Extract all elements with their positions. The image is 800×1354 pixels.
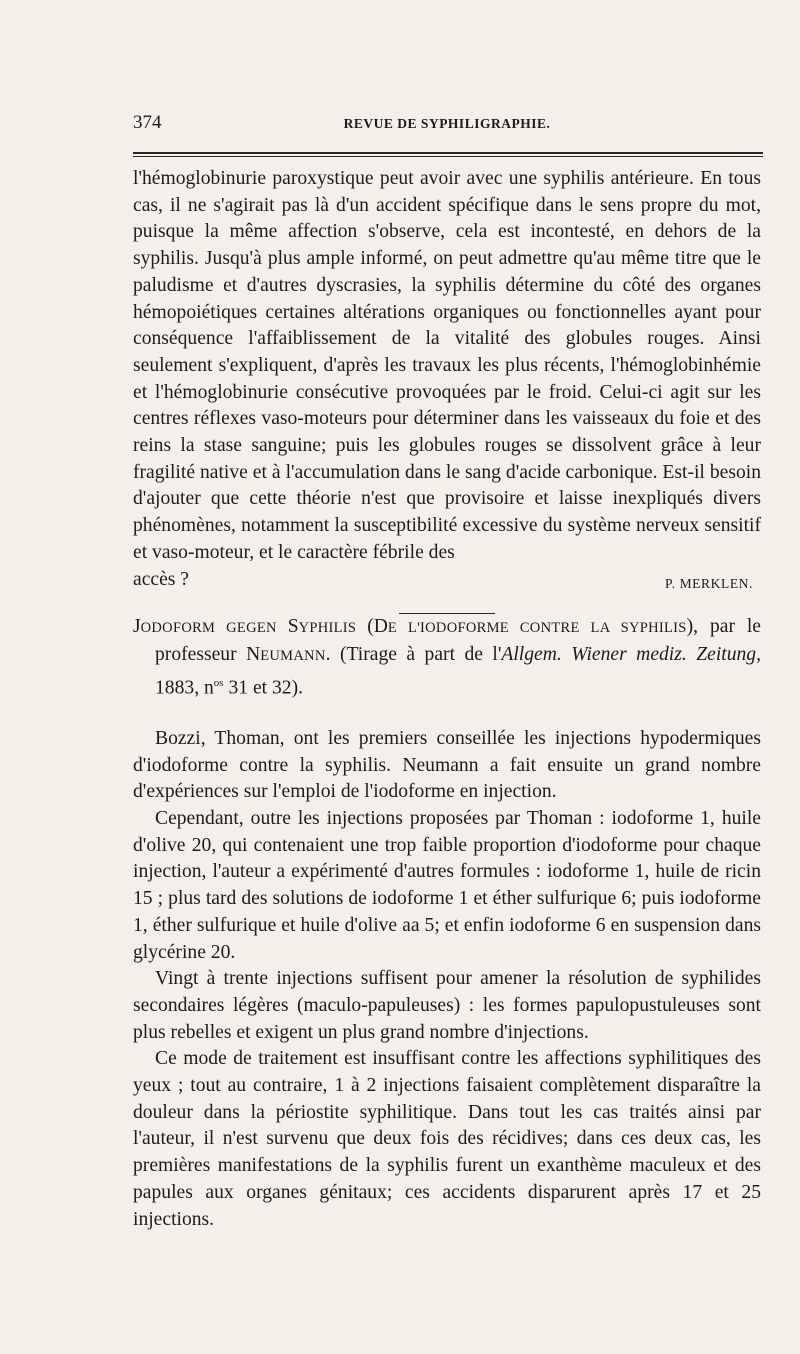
previous-article-last-words: accès ? xyxy=(133,568,190,590)
heading-smallcaps: E L'IODOFORME CONTRE LA SYPHILIS xyxy=(387,620,687,637)
author-name: EUMANN xyxy=(260,647,326,664)
header-rule-thin xyxy=(133,156,763,157)
previous-article-signoff xyxy=(133,567,761,598)
article-paragraph: Cependant, outre les injections proposées par Thoman : iodoforme 1, huile d'olive 20, qui contenaient une trop faible proportion d'iodoforme pour chaque injection, l'auteur a expérimenté d'autres formules : iodoforme 1, huile de ricin 15 ; plus tard des solutions de iodoforme 1 et éther sulfurique 6; puis iodoforme 1, éther sulfurique et huile d'olive aa 5; et enfin iodoforme 6 en suspension dans glycérine 20. xyxy=(133,808,761,963)
heading-text: ), par le professeur xyxy=(155,616,761,665)
header-rule xyxy=(133,152,763,154)
author-signature: P. MERKLEN. xyxy=(665,575,753,591)
previous-article-text: l'hémoglobinurie paroxystique peut avoir avec une syphilis antérieure. En tous cas, il ne s'agirait pas là d'un accident spécifique dans le sens propre du mot, puisque la même affection s'observe, cela est incontesté, en dehors de la syphilis. Jusqu'à plus ample informé, on peut admettre qu'au même titre que le paludisme et d'autres dyscrasies, la syphilis détermine du côté des organes hémopoiétiques certaines altérations organiques ou fonctionnelles ayant pour conséquence l'affaiblissement de la vitalité des globules rouges. Ainsi seulement s'expliquent, d'après les travaux les plus récents, l'hémoglobinhémie et l'hémoglobinurie consécutive provoquées par le froid. Celui-ci agit sur les centres réflexes vaso-moteurs pour déterminer dans les vaisseaux du foie et des reins la stase sanguine; puis les globules rouges se dissolvent grâce à leur fragilité native et à l'accumulation dans le sang d'acide carbonique. Est-il besoin d'ajouter que cette théorie n'est que provisoire et laisse inexpliqués divers phénomènes, notamment la susceptibilité excessive du système nerveux sensitif et vaso-moteur, et le caractère fébrile des xyxy=(133,168,761,563)
heading-paren: ( xyxy=(367,616,374,638)
page-body xyxy=(133,166,761,1233)
article-paragraph: Ce mode de traitement est insuffisant contre les affections syphilitiques des yeux ; tout au contraire, 1 à 2 injections faisaient complètement disparaître la douleur dans la périostite syphilitique. Dans tout les cas traités ainsi par l'auteur, il n'est survenu que deux fois des récidives; dans ces deux cas, les premières manifestations de la syphilis furent un exanthème maculeux et des papules aux organes génitaux; ces accidents disparurent après 17 et 25 injections. xyxy=(133,1048,761,1230)
heading-cap: J xyxy=(133,616,141,638)
heading-smallcaps: YPHILIS xyxy=(298,620,368,637)
heading-text: 1883, n xyxy=(155,677,214,699)
heading-cap: D xyxy=(373,616,388,638)
author-name-cap: N xyxy=(246,643,261,665)
page-number: 374 xyxy=(133,112,162,133)
page-header xyxy=(133,112,761,138)
heading-smallcaps: ODOFORM GEGEN xyxy=(140,620,288,637)
heading-text: 31 et 32). xyxy=(223,677,304,699)
heading-text: . (Tirage à part de l' xyxy=(325,643,502,665)
article-heading xyxy=(133,614,761,702)
heading-superscript: os xyxy=(213,676,224,689)
running-title: REVUE DE SYPHILIGRAPHIE. xyxy=(343,116,551,131)
journal-title: Allgem. Wiener mediz. Zeitung, xyxy=(501,643,761,665)
heading-cap: S xyxy=(287,616,299,638)
article-paragraph: Bozzi, Thoman, ont les premiers conseillée les injections hypodermiques d'iodoforme contre la syphilis. Neumann a fait ensuite un grand nombre d'expériences sur l'emploi de l'iodoforme en injection. xyxy=(133,727,761,803)
article-paragraph: Vingt à trente injections suffisent pour amener la résolution de syphilides secondaires légères (maculo-papuleuses) : les formes papulopustuleuses sont plus rebelles et exigent un plus grand nombre d'injections. xyxy=(133,968,761,1043)
